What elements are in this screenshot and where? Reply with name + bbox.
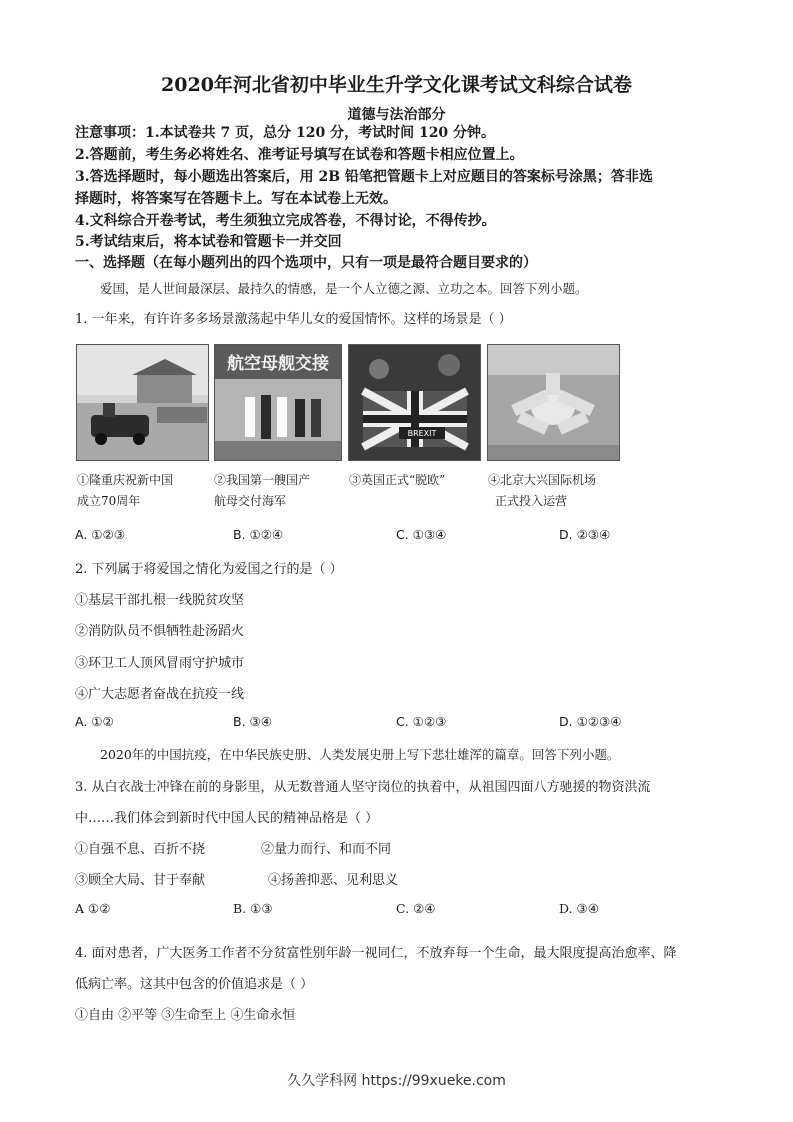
question-4-stem-line-1: 4. 面对患者，广大医务工作者不分贫富性别年龄一视同仁，不放弃每一个生命，最大限度提高治愈率、降 xyxy=(75,946,677,961)
footer-watermark[interactable]: 久久学科网 https://99xueke.com xyxy=(287,1073,506,1089)
notice-line-5: 4.文科综合开卷考试，考生须独立完成答卷，不得讨论，不得传抄。 xyxy=(75,213,496,229)
caption-4-line-2: 正式投入运营 xyxy=(495,494,568,508)
intro-covid: 2020年的中国抗疫，在中华民族史册、人类发展史册上写下悲壮雄浑的篇章。回答下列小题。 xyxy=(100,747,620,762)
photo-daxing-airport xyxy=(487,344,620,461)
q2-item-1: ①基层干部扎根一线脱贫攻坚 xyxy=(75,593,245,608)
q4-items: ①自由 ②平等 ③生命至上 ④生命永恒 xyxy=(75,1008,296,1023)
q2-option-c[interactable]: C. ①②③ xyxy=(396,714,447,729)
photo-brexit-flag xyxy=(348,344,481,461)
photo-parade xyxy=(76,344,209,461)
question-3-stem-line-2: 中……我们体会到新时代中国人民的精神品格是（ ） xyxy=(75,811,379,826)
photo-carrier-handover xyxy=(214,344,342,461)
q3-option-d[interactable]: D. ③④ xyxy=(559,901,599,916)
brexit-text: BREXIT xyxy=(407,429,437,438)
notice-line-6: 5.考试结束后，将本试卷和管题卡一并交回 xyxy=(75,234,342,250)
photo-sign-text: 航空母舰交接 xyxy=(227,354,329,374)
caption-4-line-1: ④北京大兴国际机场 xyxy=(488,473,597,487)
q3-item-1: ①自强不息、百折不挠 xyxy=(75,842,206,857)
q1-option-a[interactable]: A. ①②③ xyxy=(75,527,125,542)
question-3-stem-line-1: 3. 从白衣战士冲锋在前的身影里，从无数普通人坚守岗位的执着中，从祖国四面八方驰援的物资洪流 xyxy=(75,780,651,795)
q3-option-b[interactable]: B. ①③ xyxy=(233,901,273,916)
caption-2-line-2: 航母交付海军 xyxy=(214,494,287,508)
caption-1-line-1: ①隆重庆祝新中国 xyxy=(77,473,174,487)
q1-option-d[interactable]: D. ②③④ xyxy=(559,527,611,542)
question-1-stem: 1. 一年来，有许许多多场景激荡起中华儿女的爱国情怀。这样的场景是（ ） xyxy=(75,312,512,327)
exam-title: 2020年河北省初中毕业生升学文化课考试文科综合试卷 xyxy=(161,74,632,96)
question-2-stem: 2. 下列属于将爱国之情化为爱国之行的是（ ） xyxy=(75,562,343,577)
question-4-stem-line-2: 低病亡率。这其中包含的价值追求是（ ） xyxy=(75,977,314,992)
q3-item-3: ③顾全大局、甘于奉献 xyxy=(75,873,206,888)
q2-option-a[interactable]: A. ①② xyxy=(75,714,114,729)
caption-2-line-1: ②我国第一艘国产 xyxy=(214,473,311,487)
q2-option-d[interactable]: D. ①②③④ xyxy=(559,714,622,729)
section-subtitle: 道德与法治部分 xyxy=(347,107,446,123)
q2-item-2: ②消防队员不惧牺牲赴汤蹈火 xyxy=(75,624,245,639)
caption-3-line-1: ③英国正式“脱欧” xyxy=(349,473,446,487)
intro-patriotism: 爱国，是人世间最深层、最持久的情感，是一个人立德之源、立功之本。回答下列小题。 xyxy=(100,281,588,296)
q2-item-4: ④广大志愿者奋战在抗疫一线 xyxy=(75,687,245,702)
notice-line-2: 2.答题前，考生务必将姓名、准考证号填写在试卷和答题卡相应位置上。 xyxy=(75,147,524,163)
notice-line-1: 注意事项：1.本试卷共 7 页，总分 120 分，考试时间 120 分钟。 xyxy=(75,125,496,141)
notice-line-4: 择题时，将答案写在答题卡上。写在本试卷上无效。 xyxy=(75,191,397,207)
q3-item-4: ④扬善抑恶、见利思义 xyxy=(268,873,399,888)
q3-item-2: ②量力而行、和而不同 xyxy=(261,842,392,857)
section-heading: 一、选择题（在每小题列出的四个选项中，只有一项是最符合题目要求的） xyxy=(75,255,537,271)
q2-item-3: ③环卫工人顶风冒雨守护城市 xyxy=(75,656,245,671)
q1-option-b[interactable]: B. ①②④ xyxy=(233,527,284,542)
q3-option-a[interactable]: A ①② xyxy=(75,901,111,916)
q2-option-b[interactable]: B. ③④ xyxy=(233,714,272,729)
q1-option-c[interactable]: C. ①③④ xyxy=(396,527,447,542)
q3-option-c[interactable]: C. ②④ xyxy=(396,901,436,916)
caption-1-line-2: 成立70周年 xyxy=(77,494,141,508)
notice-line-3: 3.答选择题时，每小题选出答案后，用 2B 铅笔把管题卡上对应题目的答案标号涂黑；答非选 xyxy=(75,169,653,185)
